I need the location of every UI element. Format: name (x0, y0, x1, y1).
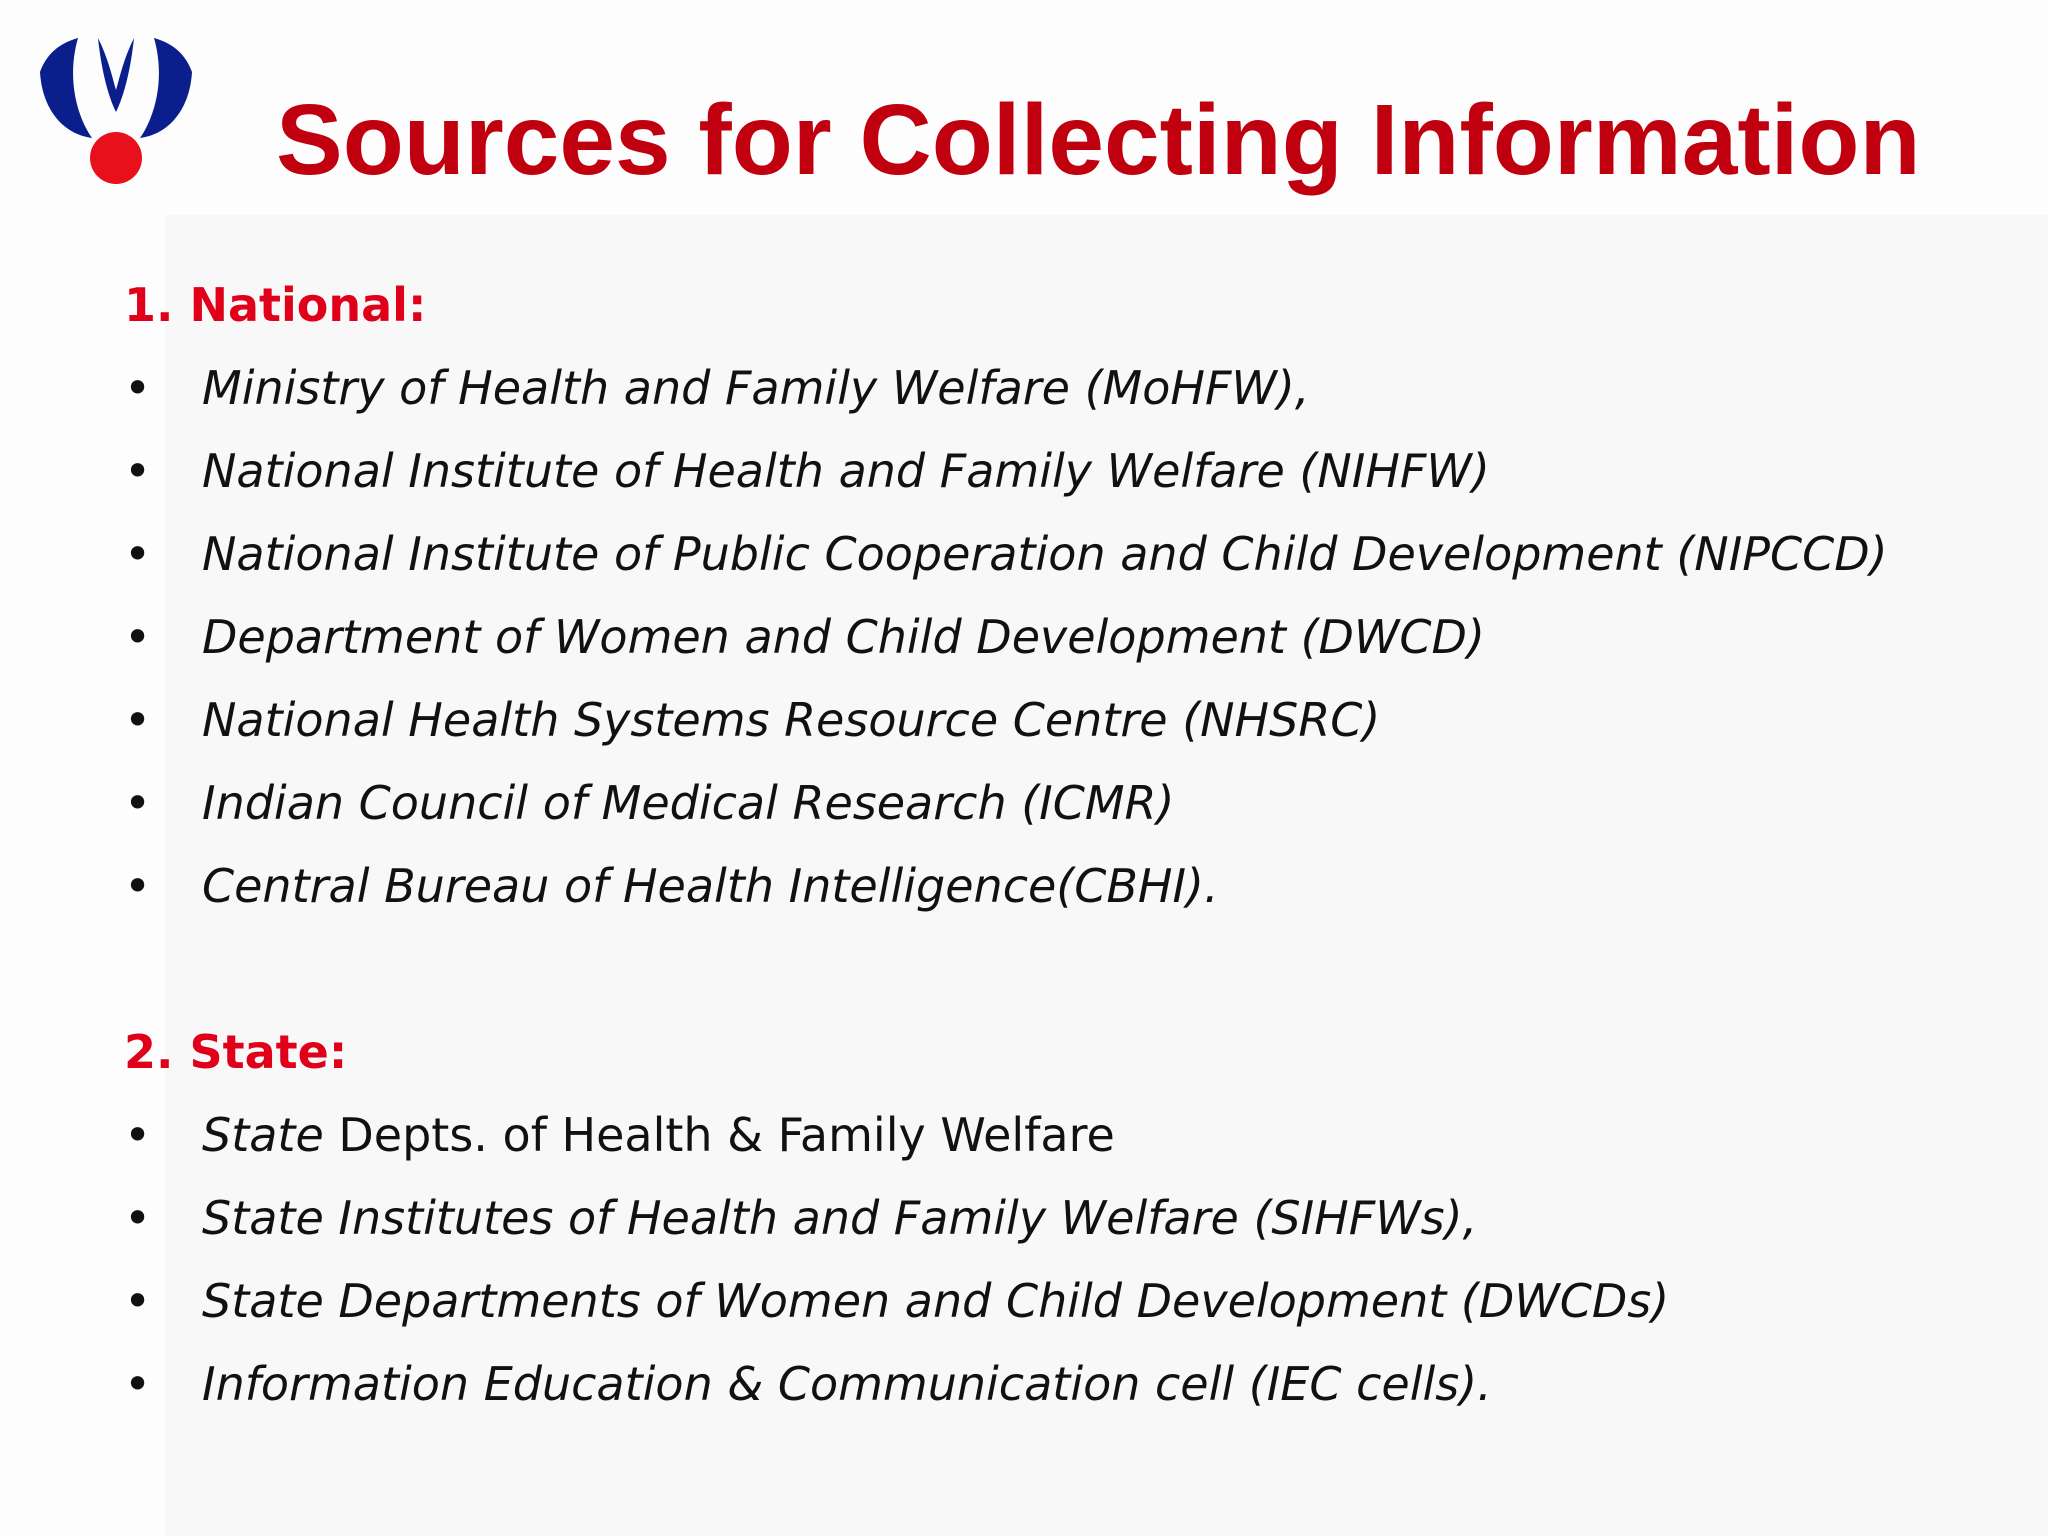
bullet-icon: • (124, 859, 152, 913)
bullet-icon: • (124, 1191, 152, 1245)
bullet-icon: • (124, 444, 152, 498)
logo-icon (36, 30, 196, 200)
list-item-text: State Institutes of Health and Family Welfare (SIHFWs), (202, 1191, 1478, 1245)
list-item-text: National Institute of Public Cooperation and Child Development (NIPCCD) (202, 527, 1888, 581)
state-list (124, 1094, 2004, 1426)
list-item (124, 513, 2004, 596)
list-item (124, 762, 2004, 845)
list-item (124, 1094, 2004, 1177)
bullet-icon: • (124, 1274, 152, 1328)
bullet-icon: • (124, 776, 152, 830)
bullet-icon: • (124, 527, 152, 581)
list-item-text: Information Education & Communication cell (IEC cells). (202, 1357, 1492, 1411)
bullet-icon: • (124, 610, 152, 664)
list-item-text: National Health Systems Resource Centre (NHSRC) (202, 693, 1381, 747)
list-item (124, 596, 2004, 679)
list-item-text: Ministry of Health and Family Welfare (MoHFW), (202, 361, 1310, 415)
bullet-icon: • (124, 693, 152, 747)
list-item-text: Central Bureau of Health Intelligence(CBHI). (202, 859, 1219, 913)
list-item-text: National Institute of Health and Family Welfare (NIHFW) (202, 444, 1490, 498)
list-item (124, 430, 2004, 513)
list-item (124, 347, 2004, 430)
list-item-text: State Departments of Women and Child Development (DWCDs) (202, 1274, 1670, 1328)
list-item (124, 1343, 2004, 1426)
bullet-icon: • (124, 361, 152, 415)
bullet-icon: • (124, 1108, 152, 1162)
content-area (124, 264, 2004, 1426)
list-item (124, 1177, 2004, 1260)
section-heading-state: 2. State: (124, 1025, 348, 1079)
list-item-lead: State (202, 1108, 324, 1162)
slide-title: Sources for Collecting Information (276, 84, 1921, 196)
list-item (124, 845, 2004, 928)
national-list (124, 347, 2004, 928)
list-item-text: Indian Council of Medical Research (ICMR) (202, 776, 1175, 830)
section-heading-national: 1. National: (124, 278, 427, 332)
list-item (124, 1260, 2004, 1343)
bullet-icon: • (124, 1357, 152, 1411)
list-item (124, 679, 2004, 762)
list-item-text (202, 1094, 1115, 1177)
list-item-text: Department of Women and Child Development (DWCD) (202, 610, 1485, 664)
list-item-rest: Depts. of Health & Family Welfare (323, 1108, 1115, 1162)
